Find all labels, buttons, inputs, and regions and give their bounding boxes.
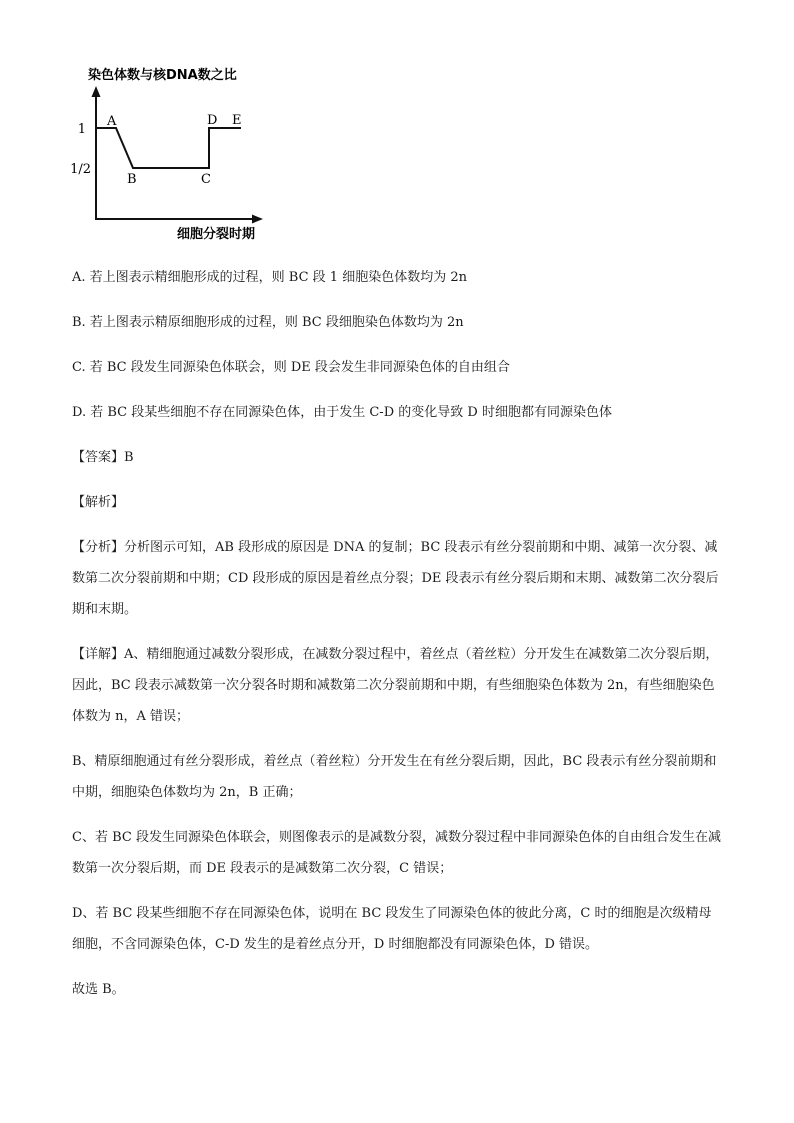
point-label-a: A bbox=[107, 114, 117, 129]
point-label-c: C bbox=[201, 172, 211, 187]
graph-svg bbox=[70, 62, 280, 242]
detail-paragraph-b: B、精原细胞通过有丝分裂形成，着丝点（着丝粒）分开发生在有丝分裂后期，因此，BC 段表示有丝分裂前期和中期，细胞染色体数均为 2n，B 正确； bbox=[72, 754, 717, 800]
y-tick-half: 1/2 bbox=[70, 162, 91, 177]
conclusion-line: 故选 B。 bbox=[72, 982, 125, 997]
detail-paragraph-a: 【详解】A、精细胞通过减数分裂形成，在减数分裂过程中，着丝点（着丝粒）分开发生在减数第二次分裂后期，因此，BC 段表示减数第一次分裂各时期和减数第二次分裂前期和中期，有些细胞染色体数为 2n，有些细胞染色体数为 n，A 错误； bbox=[72, 647, 719, 724]
question-content bbox=[72, 262, 722, 1019]
ratio-graph bbox=[70, 62, 280, 242]
point-label-e: E bbox=[232, 113, 242, 128]
y-tick-1: 1 bbox=[77, 122, 86, 137]
analysis-heading: 【解析】 bbox=[72, 495, 125, 510]
analysis-paragraph: 【分析】分析图示可知，AB 段形成的原因是 DNA 的复制；BC 段表示有丝分裂前期和中期、减第一次分裂、减数第二次分裂前期和中期；CD 段形成的原因是着丝点分裂；DE 段表示有丝分裂后期和末期、减数第二次分裂后期和末期。 bbox=[72, 540, 719, 617]
y-axis-label: 染色体数与核DNA数之比 bbox=[88, 68, 237, 83]
answer-line: 【答案】B bbox=[72, 450, 134, 465]
option-a: A. 若上图表示精细胞形成的过程，则 BC 段 1 细胞染色体数均为 2n bbox=[72, 270, 467, 285]
detail-paragraph-d: D、若 BC 段某些细胞不存在同源染色体，说明在 BC 段发生了同源染色体的彼此分离，C 时的细胞是次级精母细胞，不含同源染色体，C-D 发生的是着丝点分开，D 时细胞都没有同源染色体，D 错误。 bbox=[72, 906, 712, 952]
option-b: B. 若上图表示精原细胞形成的过程，则 BC 段细胞染色体数均为 2n bbox=[72, 315, 464, 330]
option-d: D. 若 BC 段某些细胞不存在同源染色体，由于发生 C-D 的变化导致 D 时细胞都有同源染色体 bbox=[72, 405, 612, 420]
y-axis-arrow bbox=[92, 86, 101, 97]
detail-paragraph-c: C、若 BC 段发生同源染色体联会，则图像表示的是减数分裂，减数分裂过程中非同源染色体的自由组合发生在减数第一次分裂后期，而 DE 段表示的是减数第二次分裂，C 错误； bbox=[72, 830, 721, 876]
x-axis-arrow bbox=[252, 215, 263, 224]
option-c: C. 若 BC 段发生同源染色体联会，则 DE 段会发生非同源染色体的自由组合 bbox=[72, 360, 510, 375]
point-label-b: B bbox=[127, 172, 137, 187]
point-label-d: D bbox=[207, 113, 218, 128]
ratio-curve bbox=[96, 128, 241, 168]
x-axis-label: 细胞分裂时期 bbox=[177, 227, 256, 242]
